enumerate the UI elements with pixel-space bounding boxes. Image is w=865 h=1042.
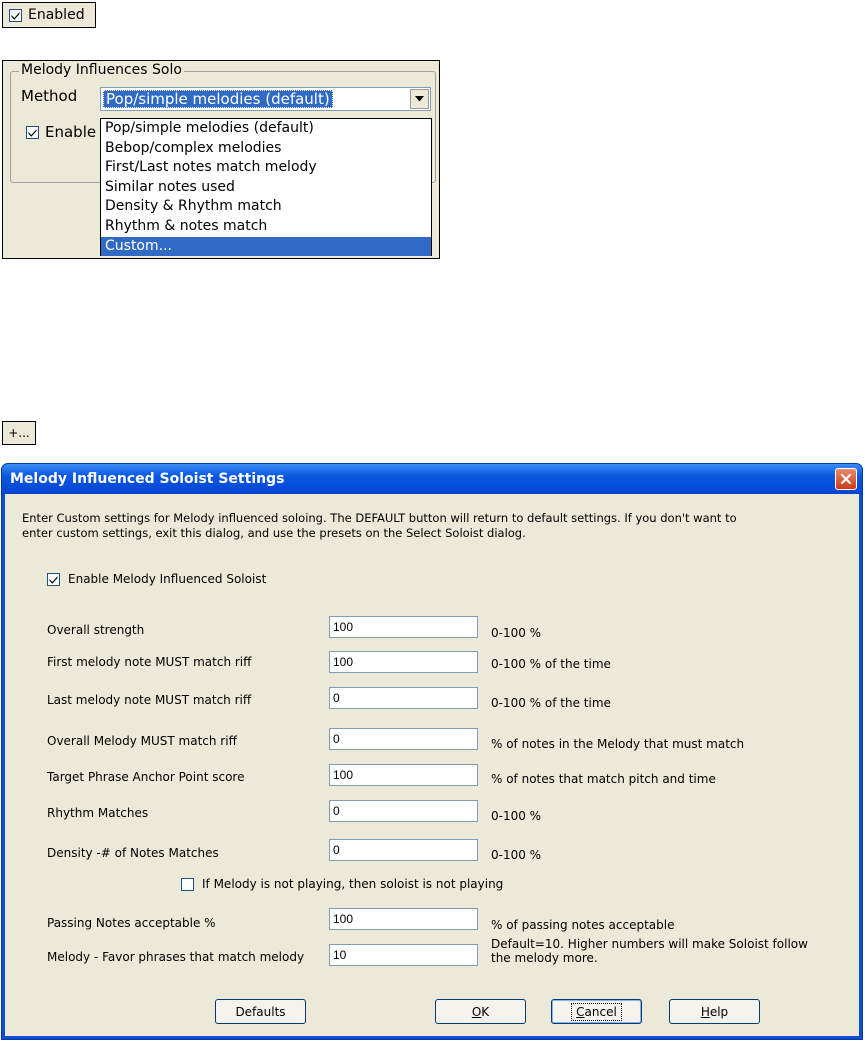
- dropdown-option[interactable]: Density & Rhythm match: [105, 198, 282, 215]
- dropdown-option[interactable]: Pop/simple melodies (default): [105, 120, 314, 136]
- plus-button[interactable]: +...: [2, 421, 36, 445]
- group-title: Melody Influences Solo: [21, 62, 182, 78]
- checkbox-checked-icon[interactable]: [9, 9, 22, 22]
- dropdown-option-highlighted[interactable]: Custom...: [101, 237, 431, 257]
- checkbox-unchecked-icon[interactable]: [181, 878, 194, 891]
- help-button[interactable]: [669, 999, 760, 1024]
- overall-strength-hint: 0-100 %: [491, 626, 542, 640]
- dropdown-option[interactable]: First/Last notes match melody: [105, 159, 317, 176]
- passing-notes-input[interactable]: [329, 908, 478, 930]
- melody-influences-solo-panel: [2, 60, 440, 259]
- dropdown-option[interactable]: Similar notes used: [105, 178, 235, 195]
- favor-phrases-label: Melody - Favor phrases that match melody: [47, 950, 305, 964]
- dropdown-option[interactable]: Bebop/complex melodies: [105, 139, 282, 156]
- anchor-point-hint: % of notes that match pitch and time: [491, 772, 716, 786]
- enable-checkbox-row[interactable]: [26, 123, 96, 141]
- ok-label: OK: [471, 1004, 490, 1019]
- settings-dialog: [1, 463, 863, 1040]
- not-playing-label: If Melody is not playing, then soloist is not playing: [202, 877, 504, 891]
- favor-phrases-hint: Default=10. Higher numbers will make Soloist follow the melody more.: [491, 937, 808, 965]
- rhythm-matches-input[interactable]: [329, 800, 478, 822]
- method-combobox[interactable]: [100, 87, 431, 111]
- passing-notes-hint: % of passing notes acceptable: [491, 918, 675, 932]
- defaults-button[interactable]: Defaults: [215, 999, 306, 1024]
- rhythm-matches-label: Rhythm Matches: [47, 806, 149, 820]
- overall-melody-match-input[interactable]: [329, 728, 478, 750]
- enabled-label: Enabled: [28, 7, 85, 23]
- close-icon[interactable]: [835, 468, 857, 490]
- chevron-down-icon[interactable]: [410, 89, 429, 109]
- anchor-point-input[interactable]: [329, 764, 478, 786]
- title-bar[interactable]: [2, 464, 862, 494]
- first-note-match-hint: 0-100 % of the time: [491, 657, 611, 671]
- first-note-match-input[interactable]: [329, 651, 478, 673]
- anchor-point-label: Target Phrase Anchor Point score: [47, 770, 245, 784]
- density-matches-input[interactable]: [329, 839, 478, 861]
- favor-phrases-input[interactable]: [329, 944, 478, 966]
- not-playing-checkbox[interactable]: [181, 877, 503, 891]
- overall-melody-match-hint: % of notes in the Melody that must match: [491, 737, 745, 751]
- density-matches-hint: 0-100 %: [491, 848, 542, 862]
- first-note-match-label: First melody note MUST match riff: [47, 655, 252, 669]
- overall-strength-label: Overall strength: [47, 623, 145, 637]
- overall-strength-input[interactable]: [329, 616, 478, 638]
- cancel-label: Cancel: [572, 1004, 621, 1020]
- dialog-description: Enter Custom settings for Melody influenced soloing. The DEFAULT button will return to default settings. If you don't want to enter custom settings, exit this dialog, and use the presets on the Select Soloist dialog.: [22, 511, 737, 540]
- cancel-button[interactable]: [551, 999, 642, 1024]
- enable-melody-soloist-checkbox[interactable]: [47, 572, 266, 586]
- enable-melody-soloist-label: Enable Melody Influenced Soloist: [68, 572, 267, 586]
- dialog-client-area: [5, 494, 859, 1036]
- enable-label: Enable: [45, 123, 97, 141]
- checkbox-checked-icon[interactable]: [26, 126, 39, 139]
- rhythm-matches-hint: 0-100 %: [491, 809, 542, 823]
- ok-button[interactable]: [435, 999, 526, 1024]
- last-note-match-input[interactable]: [329, 687, 478, 709]
- overall-melody-match-label: Overall Melody MUST match riff: [47, 734, 237, 748]
- enabled-checkbox[interactable]: [2, 2, 96, 28]
- last-note-match-hint: 0-100 % of the time: [491, 696, 611, 710]
- checkbox-checked-icon[interactable]: [47, 573, 60, 586]
- method-dropdown-list[interactable]: [100, 118, 432, 256]
- passing-notes-label: Passing Notes acceptable %: [47, 916, 216, 930]
- density-matches-label: Density -# of Notes Matches: [47, 846, 219, 860]
- help-label: Help: [700, 1004, 729, 1019]
- method-selected-value: Pop/simple melodies (default): [103, 90, 333, 108]
- dropdown-option[interactable]: Rhythm & notes match: [105, 217, 268, 234]
- dialog-title: Melody Influenced Soloist Settings: [10, 471, 285, 487]
- method-label: Method: [21, 87, 78, 105]
- last-note-match-label: Last melody note MUST match riff: [47, 693, 252, 707]
